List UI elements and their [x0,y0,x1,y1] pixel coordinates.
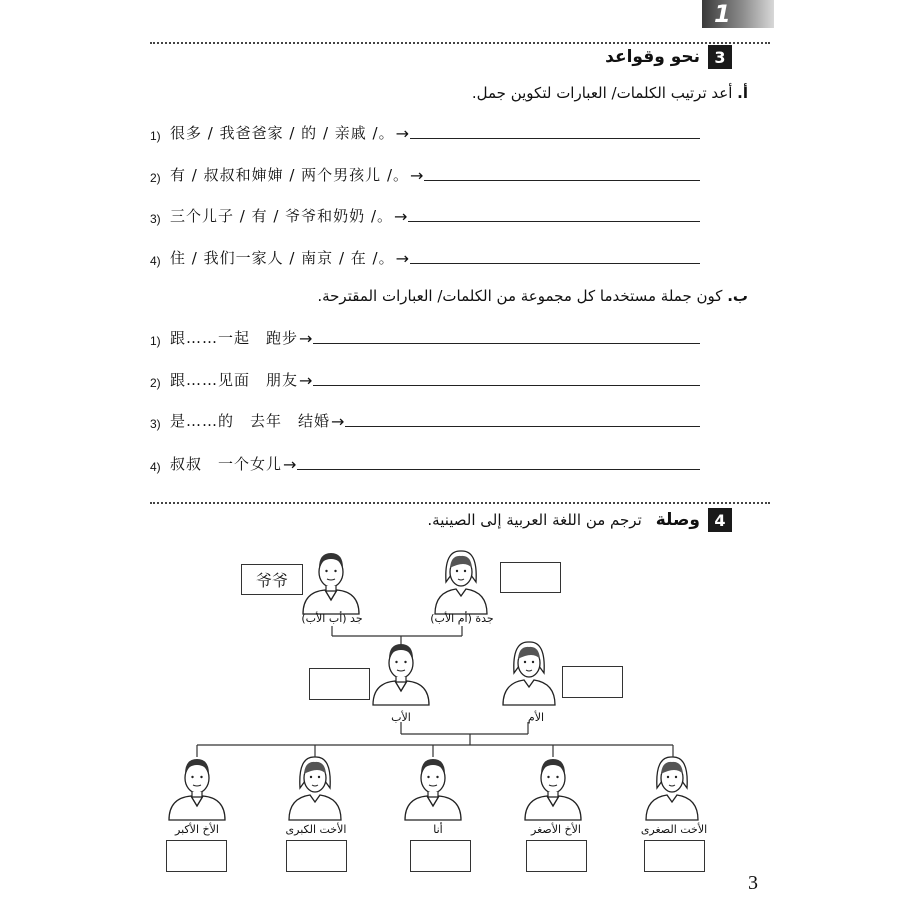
part-b-instruction-text: كون جملة مستخدما كل مجموعة من الكلمات/ العبارات المقترحة. [317,287,723,305]
older-sister-answer-box[interactable] [286,840,347,872]
exercise-prompt: 跟……见面 朋友 [170,371,299,389]
exercise-number: 4) [150,254,161,268]
younger-brother-caption: الأخ الأصغر [531,823,581,836]
exercise-prompt: 有 / 叔叔和婶婶 / 两个男孩儿 /。 [170,166,410,184]
older-sister-figure [289,757,341,820]
exercise-prompt: 跟……一起 跑步 [170,329,299,347]
arrow-right-icon: → [331,412,345,431]
part-a-marker: أ. [737,84,748,102]
grandfather-caption: جد (أب الأب) [301,612,363,625]
grandfather-answer-box[interactable] [241,564,303,595]
older-brother-answer-box[interactable] [166,840,227,872]
chapter-number: 1 [714,0,731,28]
me-answer-box[interactable] [410,840,471,872]
younger-brother-figure [525,759,581,820]
section4-title: وصلة [655,510,700,530]
grandmother-caption: جدة (أم الأب) [430,612,494,625]
exercise-number: 2) [150,376,161,390]
younger-sister-answer-box[interactable] [644,840,705,872]
grandfather-figure [303,553,359,614]
arrow-right-icon: → [283,455,297,474]
part-a-instruction-text: أعد ترتيب الكلمات/ العبارات لتكوين جمل. [471,84,733,102]
grandfather-answer: 爷爷 [255,571,288,590]
exercise-prompt: 住 / 我们一家人 / 南京 / 在 /。 [170,249,395,267]
section3-title: نحو وقواعد [605,47,700,67]
mother-answer-box[interactable] [562,666,623,698]
younger-sister-figure [646,757,698,820]
part-b-marker: ب. [727,287,748,305]
older-brother-figure [169,759,225,820]
section4-instruction: ترجم من اللغة العربية إلى الصينية. [427,511,642,529]
exercise-number: 1) [150,129,161,143]
father-figure [373,644,429,705]
me-figure [405,759,461,820]
older-sister-caption: الأخت الكبرى [285,823,347,836]
exercise-number: 4) [150,460,161,474]
mother-caption: الأم [527,711,545,724]
exercise-prompt: 很多 / 我爸爸家 / 的 / 亲戚 /。 [170,124,395,142]
exercise-number: 3) [150,417,161,431]
exercise-number: 3) [150,212,161,226]
exercise-number: 2) [150,171,161,185]
exercise-number: 1) [150,334,161,348]
younger-brother-answer-box[interactable] [526,840,587,872]
mother-figure [503,642,555,705]
exercise-prompt: 三个儿子 / 有 / 爷爷和奶奶 /。 [170,207,394,225]
arrow-right-icon: → [395,124,409,143]
older-brother-caption: الأخ الأكبر [175,823,219,836]
arrow-right-icon: → [299,329,313,348]
exercise-prompt: 是……的 去年 结婚 [170,412,331,430]
me-caption: أنا [433,823,443,836]
arrow-right-icon: → [299,371,313,390]
grandmother-answer-box[interactable] [500,562,561,593]
arrow-right-icon: → [395,249,409,268]
exercise-prompt: 叔叔 一个女儿 [170,455,283,473]
arrow-right-icon: → [410,166,424,185]
arrow-right-icon: → [394,207,408,226]
father-caption: الأب [391,711,411,724]
section4-number: 4 [708,508,732,532]
younger-sister-caption: الأخت الصغرى [640,823,708,836]
section3-number: 3 [708,45,732,69]
grandmother-figure [435,551,487,614]
father-answer-box[interactable] [309,668,370,700]
page-number: 3 [748,872,758,894]
